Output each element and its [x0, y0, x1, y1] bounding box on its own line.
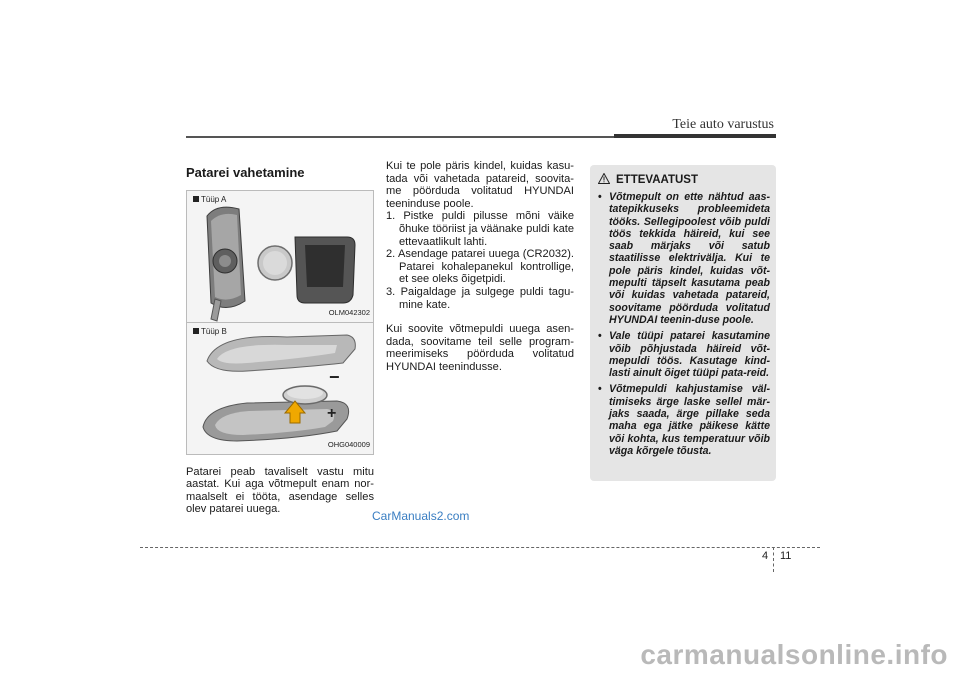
header-rule-accent — [614, 134, 776, 138]
caution-title: ETTEVAATUST — [616, 174, 698, 186]
running-header-title: Teie auto varustus — [672, 117, 774, 132]
caution-list — [598, 191, 770, 461]
watermark-link[interactable]: CarManuals2.com — [372, 509, 470, 523]
step-item: 3. Paigaldage ja sulgege puldi tagu-mine kate. — [386, 285, 574, 311]
key-fob-type-b-illustration — [187, 323, 373, 454]
footer-separator — [773, 547, 774, 572]
intro-paragraph: Kui te pole päris kindel, kuidas kasu-tada või vahetada patareid, soovita-me pöörduda volitatud HYUNDAI teeninduse poole. — [386, 160, 574, 210]
footer-rule — [140, 547, 820, 548]
svg-text:−: − — [329, 366, 340, 387]
warning-triangle-icon — [598, 173, 610, 187]
figure-type-a-code: OLM042302 — [328, 308, 370, 317]
figure-type-b-code: OHG040009 — [327, 440, 370, 449]
figure-type-b-label: Tüüp B — [193, 326, 227, 339]
figure-type-a-label: Tüüp A — [193, 194, 226, 207]
step-item: 1. Pistke puldi pilusse mõni väike õhuke tööriist ja väänake puldi kate ettevaatlikult lahti. — [386, 210, 574, 248]
page-number-value: 11 — [780, 550, 792, 562]
figure-type-a — [186, 190, 374, 323]
step-item: 2. Asendage patarei uuega (CR2032). Patarei kohalepanekul kontrollige, et see oleks õigetpidi. — [386, 248, 574, 286]
svg-text:+: + — [327, 404, 337, 422]
caution-header — [598, 173, 698, 187]
middle-column — [386, 160, 574, 374]
site-watermark: carmanualsonline.info — [640, 639, 948, 670]
outro-paragraph: Kui soovite võtmepuldi uuega asen-dada, soovitame teil selle program-meerimiseks pöörduda volitatud HYUNDAI teenindusse. — [386, 323, 574, 373]
figure-type-b — [186, 323, 374, 455]
key-fob-type-a-illustration — [187, 191, 373, 322]
steps-list — [386, 210, 574, 311]
caution-item: • Vale tüüpi patarei kasutamine võib põhjustada häireid võt-mepuldi töös. Kasutage kind-lasti ainult õiget tüüpi pata-reid. — [598, 330, 770, 380]
caution-box — [590, 165, 776, 481]
chapter-number: 4 — [762, 550, 769, 562]
caution-item: • Võtmepult on ette nähtud aas-tatepikkuseks probleemideta tööks. Sellegipoolest võib puldi töös tekkida häireid, kui see saab märjaks või satub staatilisse elektrivälja. Kui te pole päris kindel, kuidas võt-mepulti täpselt kasutama peab või kuidas vahetada patareid, soovitame pöörduda volitatud HYUNDAI teenin-duse poole. — [598, 191, 770, 326]
caution-item: • Võtmepuldi kahjustamise väl-timiseks ärge laske sellel mär-jaks saada, ärge pillake seda maha ega jätke päikese kätte või kohta, kus temperatuur võib väga kõrgele tõusta. — [598, 383, 770, 457]
left-paragraph: Patarei peab tavaliselt vastu mitu aastat. Kui aga võtmepult enam nor-maalselt ei tööta, asendage selles olev patarei uuega. — [186, 465, 374, 516]
left-column — [186, 160, 374, 516]
section-title: Patarei vahetamine — [186, 165, 305, 180]
